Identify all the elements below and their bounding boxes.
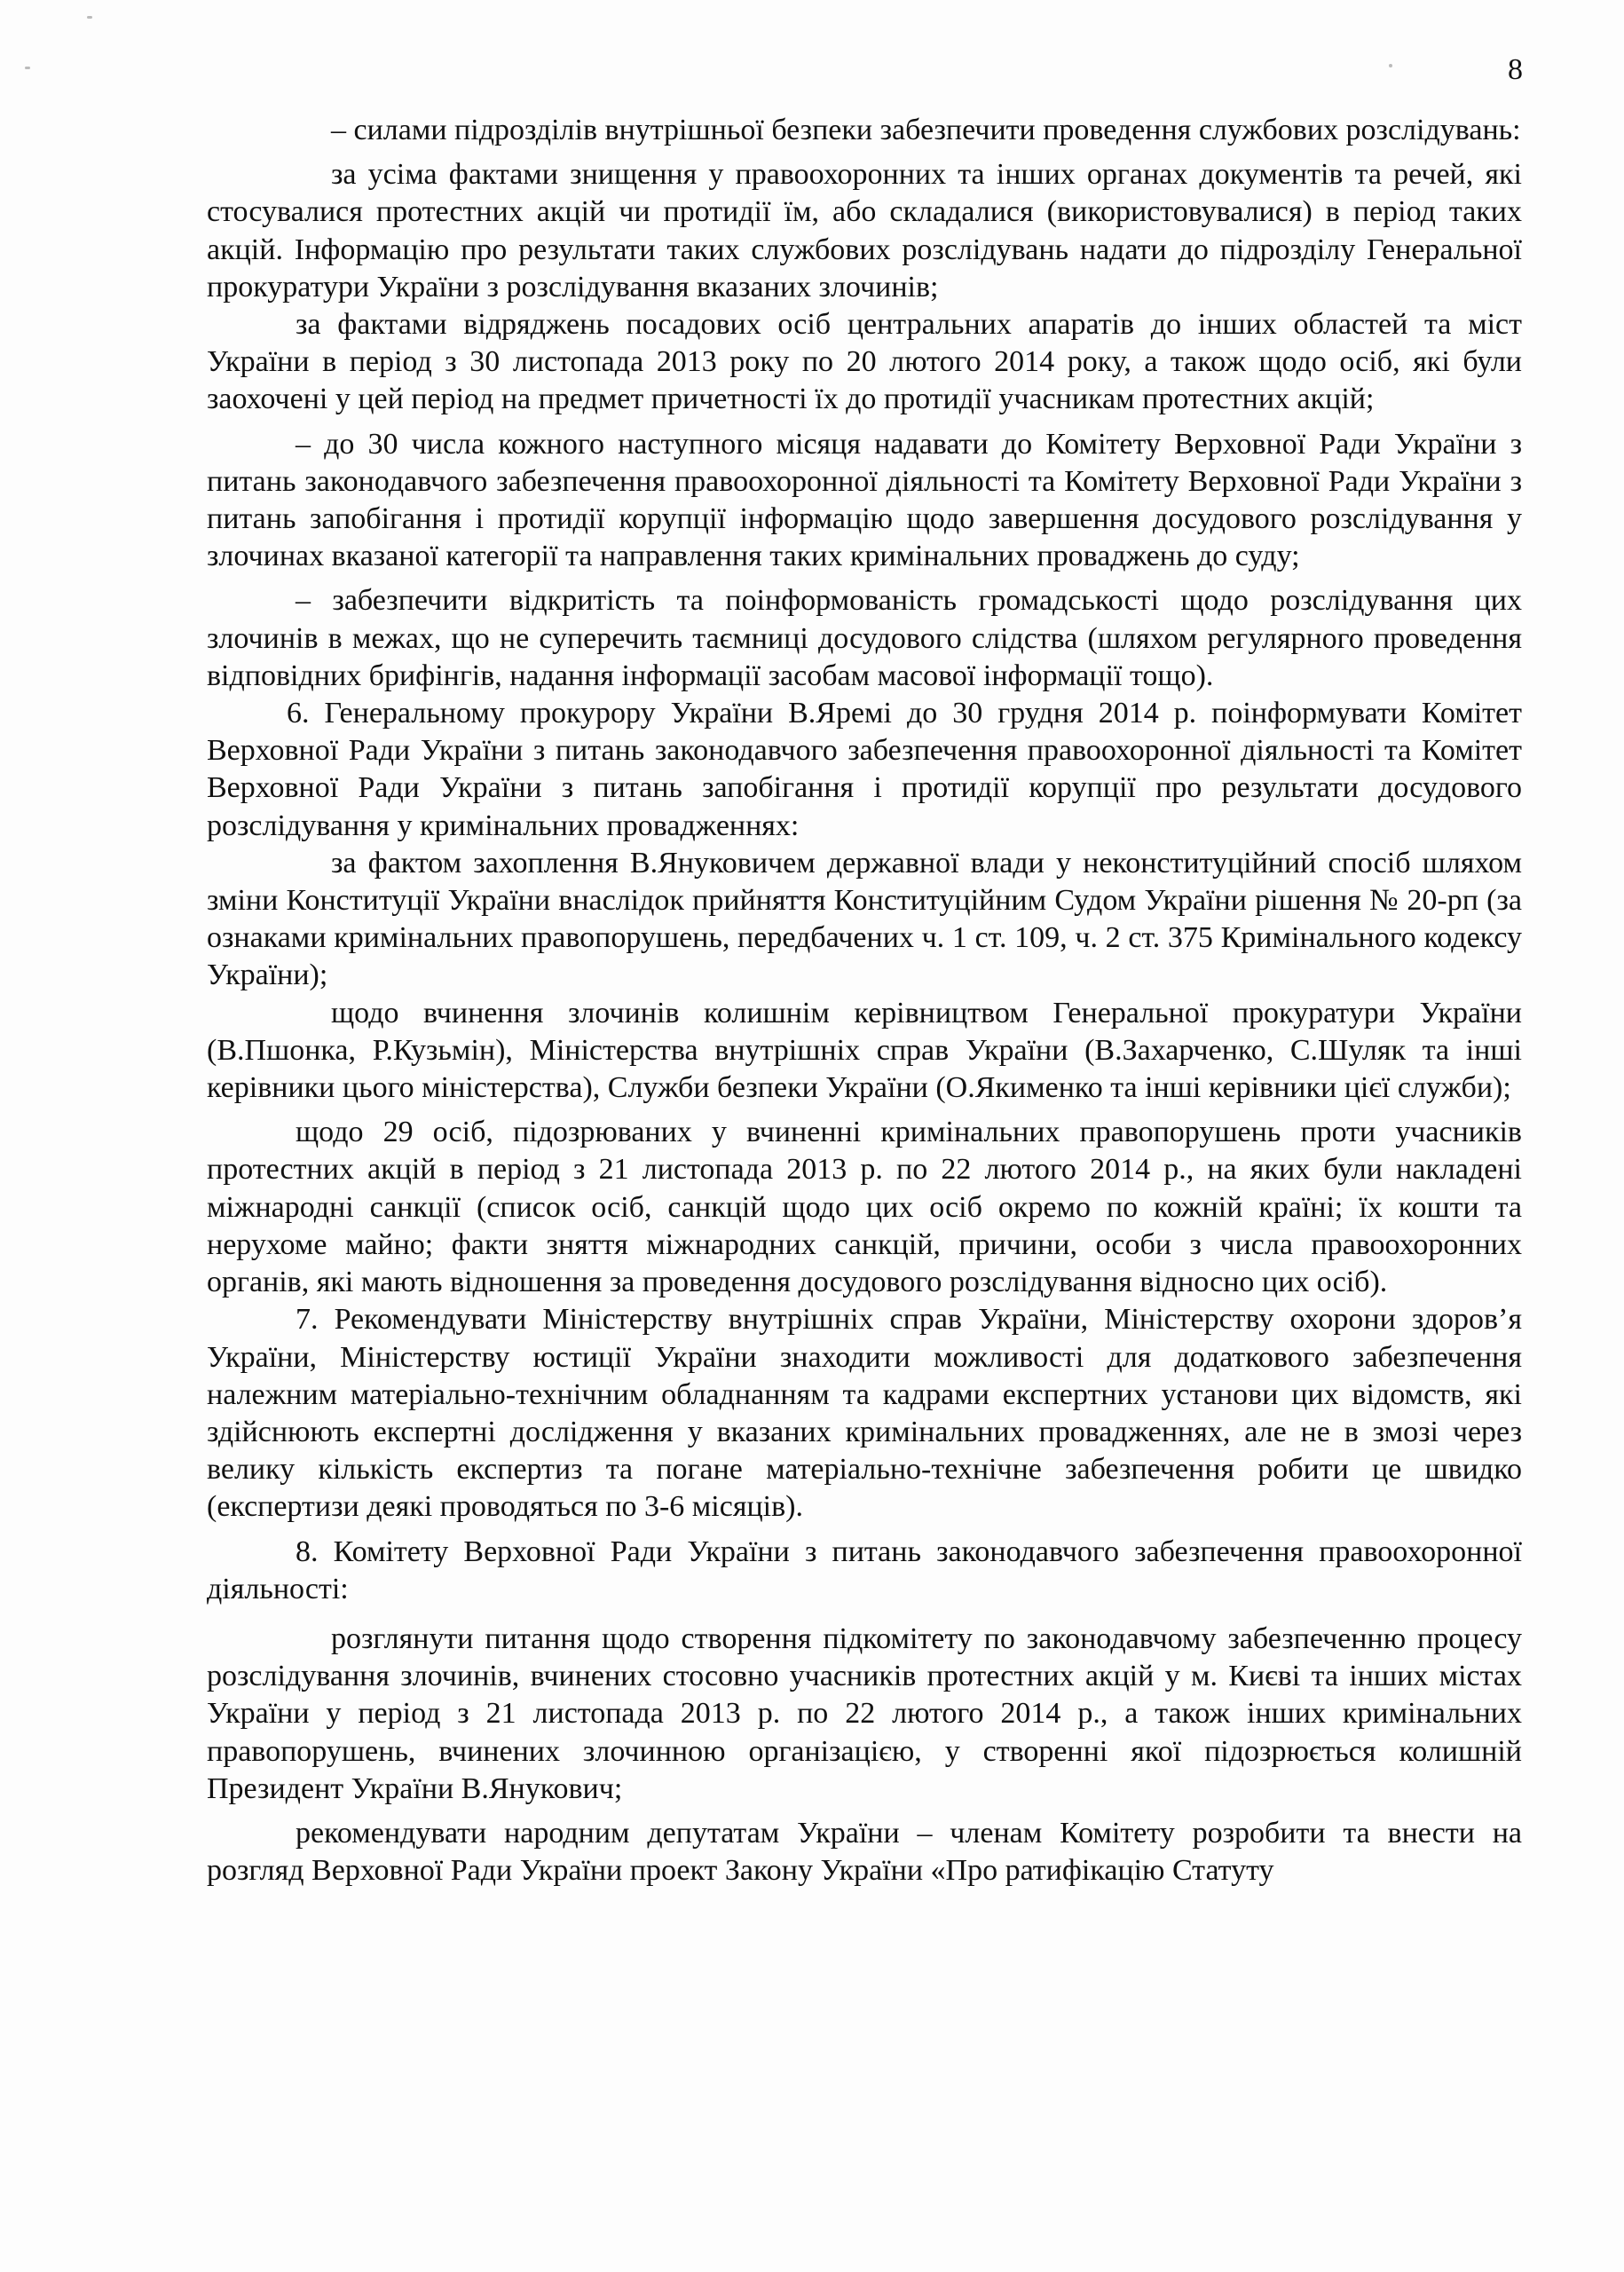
paragraph-item-7: 7. Рекомендувати Міністерству внутрішніх справ України, Міністерству охорони здоров’я України, Міністерству юстиції України знаходити можливості для додаткового забезпечення належним матеріально-технічним обладнанням та кадрами експертних установи цих відомств, які здійснюють експертні дослідження у вказаних кримінальних провадженнях, але не в змозі через велику кількість експертиз та погане матеріально-технічне забезпечення робити це швидко (експертизи деякі проводяться по 3-6 місяців). bbox=[207, 1303, 1522, 1524]
page-number: 8 bbox=[1508, 53, 1523, 86]
scan-speck bbox=[87, 16, 92, 19]
paragraph-item-6: 6. Генеральному прокурору України В.Яремі до 30 грудня 2014 р. поінформувати Комітет Верховної Ради України з питань законодавчого забезпечення правоохоронної діяльності та Комітет Верховної Ради України з питань запобігання і протидії корупції про результати досудового розслідування у кримінальних провадженнях: bbox=[207, 697, 1522, 842]
paragraph-29-persons: щодо 29 осіб, підозрюваних у вчиненні кримінальних правопорушень проти учасників протестних акцій в період з 21 листопада 2013 р. по 22 лютого 2014 р., на яких були накладені міжнародні санкції (список осіб, санкцій щодо цих осіб окремо по кожній країні; їх кошти та нерухоме майно; факти зняття міжнародних санкцій, причини, особи з числа правоохоронних органів, які мають відношення за проведення досудового розслідування відносно цих осіб). bbox=[207, 1116, 1522, 1299]
paragraph-power-seizure: за фактом захоплення В.Януковичем державної влади у неконституційний спосіб шляхом зміни Конституції України внаслідок прийняття Конституційним Судом України рішення № 20-рп (за ознаками кримінальних правопорушень, передбачених ч. 1 ст. 109, ч. 2 ст. 375 Кримінального кодексу України); bbox=[207, 846, 1522, 992]
paragraph-destroyed-documents: за усіма фактами знищення у правоохоронних та інших органах документів та речей, які стосувалися протестних акцій чи протидії їм, або складалися (використовувалися) в період таких акцій. Інформацію про результати таких службових розслідувань надати до підрозділу Генеральної прокуратури України з розслідування вказаних злочинів; bbox=[207, 158, 1522, 304]
paragraph-public-transparency: – забезпечити відкритість та поінформованість громадськості щодо розслідування цих злочинів в межах, що не суперечить таємниці досудового слідства (шляхом регулярного проведення відповідних брифінгів, надання інформації засобам масової інформації тощо). bbox=[207, 584, 1522, 692]
paragraph-ratification-bill: рекомендувати народним депутатам України – членам Комітету розробити та внести на розгляд Верховної Ради України проект Закону України «Про ратифікацію Статуту bbox=[207, 1816, 1522, 1888]
paragraph-business-trips: за фактами відряджень посадових осіб центральних апаратів до інших областей та міст України в період з 30 листопада 2013 року по 20 лютого 2014 року, а також щодо осіб, які були заохочені у цей період на предмет причетності їх до протидії учасникам протестних акцій; bbox=[207, 308, 1522, 416]
paragraph-subcommittee: розглянути питання щодо створення підкомітету по законодавчому забезпеченню процесу розслідування злочинів, вчинених стосовно учасників протестних акцій у м. Києві та інших містах України у період з 21 листопада 2013 р. по 22 лютого 2014 р., а також інших кримінальних правопорушень, вчинених злочинною організацією, у створенні якої підозрюється колишній Президент України В.Янукович; bbox=[207, 1621, 1522, 1805]
paragraph-former-leadership: щодо вчинення злочинів колишнім керівництвом Генеральної прокуратури України (В.Пшонка, Р.Кузьмін), Міністерства внутрішніх справ України (В.Захарченко, С.Шуляк та інші керівники цього міністерства), Служби безпеки України (О.Якименко та інші керівники цієї служби); bbox=[207, 996, 1522, 1105]
paragraph-item-8: 8. Комітету Верховної Ради України з питань законодавчого забезпечення правоохоронної діяльності: bbox=[207, 1534, 1522, 1605]
scan-speck bbox=[1389, 64, 1392, 67]
scan-speck bbox=[25, 67, 30, 69]
paragraph-monthly-reports: – до 30 числа кожного наступного місяця надавати до Комітету Верховної Ради України з питань законодавчого забезпечення правоохоронної діяльності та Комітету Верховної Ради України з питань запобігання і протидії корупції інформацію щодо завершення досудового розслідування у злочинах вказаної категорії та направлення таких кримінальних проваджень до суду; bbox=[207, 427, 1522, 573]
document-body bbox=[207, 112, 1522, 1889]
paragraph-internal-security: – силами підрозділів внутрішньої безпеки забезпечити проведення службових розслідувань: bbox=[331, 114, 1521, 146]
